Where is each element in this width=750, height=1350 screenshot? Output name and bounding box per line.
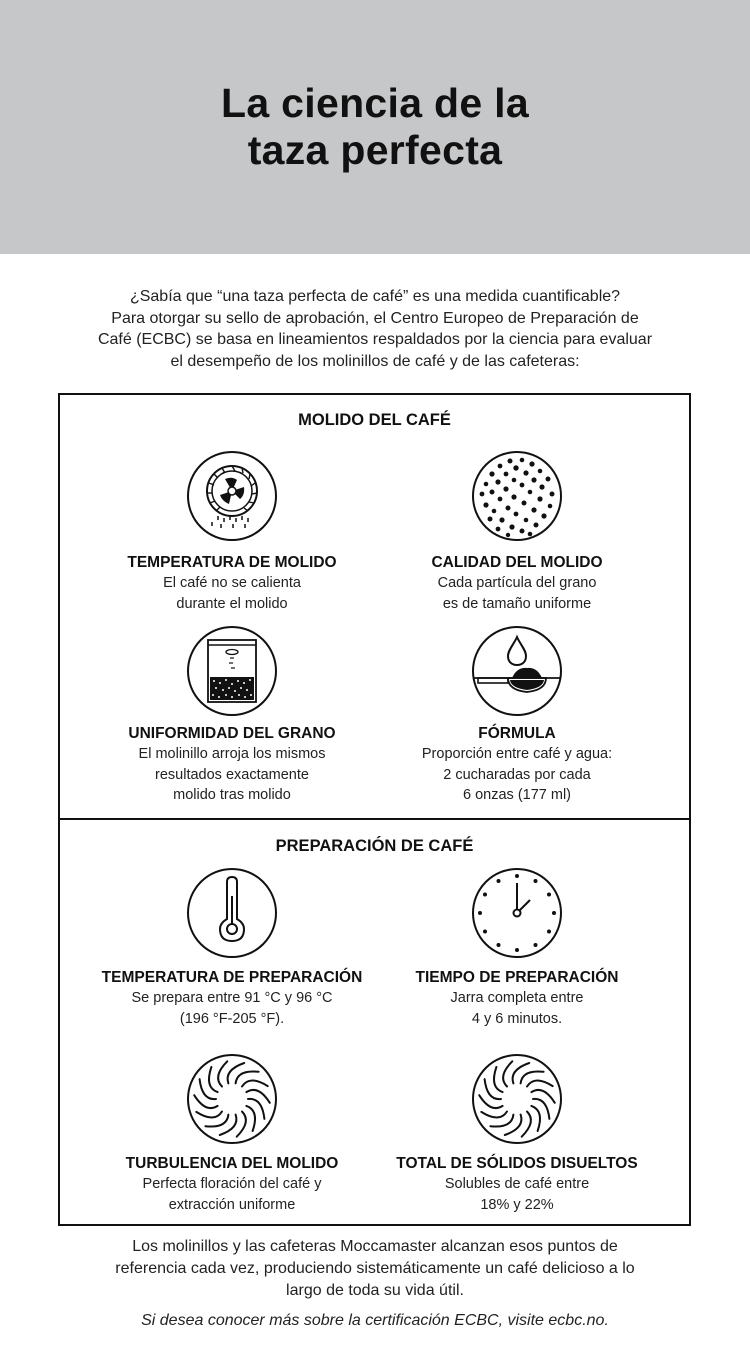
water-drop-scoop-icon — [470, 624, 564, 718]
closing-line: Los molinillos y las cafeteras Moccamaster alcanzan esos puntos de — [132, 1238, 618, 1255]
page-title-line-1: La ciencia de la — [221, 80, 529, 126]
dissolved-solids-item — [367, 1052, 667, 1215]
formula-item — [367, 624, 667, 806]
description-line: resultados exactamente — [155, 766, 309, 783]
brewing-section-title: PREPARACIÓN DE CAFÉ — [275, 837, 474, 855]
item-title: TURBULENCIA DEL MOLIDO — [125, 1155, 339, 1172]
swirl-arm — [196, 1112, 222, 1118]
item-title: TIEMPO DE PREPARACIÓN — [415, 969, 619, 986]
description-line: es de tamaño uniforme — [442, 595, 592, 612]
closing-line: referencia cada vez, produciendo sistemáticamente un café delicioso a lo — [115, 1260, 635, 1277]
description-line: Jarra completa entre — [450, 990, 584, 1006]
item-description — [367, 744, 667, 806]
item-description — [82, 744, 382, 806]
grind-temperature-item — [82, 449, 382, 614]
intro-line: ¿Sabía que “una taza perfecta de café” es una medida cuantificable? — [129, 288, 621, 305]
swirl-arm — [531, 1106, 540, 1131]
swirl-arm — [522, 1112, 531, 1137]
item-description — [367, 1174, 667, 1215]
description-line: 18% y 22% — [480, 1196, 554, 1213]
item-title: FÓRMULA — [478, 725, 556, 742]
description-line: (196 °F-205 °F). — [179, 1010, 285, 1027]
swirl-arm — [246, 1106, 255, 1131]
closing-line: largo de toda su vida útil. — [286, 1282, 464, 1299]
swirl-arm — [209, 1067, 218, 1092]
swirl-arm — [237, 1112, 246, 1137]
grind-quality-item — [367, 449, 667, 614]
item-description — [367, 988, 667, 1029]
description-line: molido tras molido — [173, 787, 291, 803]
swirl-turbulence-icon — [185, 1052, 279, 1146]
description-line: Solubles de café entre — [444, 1176, 590, 1192]
intro-paragraph — [40, 286, 710, 372]
item-description — [367, 573, 667, 614]
grind-turbulence-item — [82, 1052, 382, 1215]
item-title: TOTAL DE SÓLIDOS DISUELTOS — [396, 1155, 638, 1172]
intro-line: el desempeño de los molinillos de café y de las cafeteras: — [170, 352, 580, 370]
swirl-arm — [242, 1080, 268, 1086]
swirl-solids-icon — [470, 1052, 564, 1146]
item-description — [82, 573, 382, 614]
swirl-arm — [218, 1061, 227, 1086]
item-title: UNIFORMIDAD DEL GRANO — [128, 725, 336, 742]
description-line: 2 cucharadas por cada — [443, 766, 591, 783]
page-title — [221, 80, 529, 174]
thermometer-icon — [185, 866, 279, 960]
grinder-burr-icon — [185, 449, 279, 543]
closing-paragraph — [40, 1236, 710, 1302]
description-line: Cada partícula del grano — [437, 575, 597, 591]
intro-line: Café (ECBC) se basa en lineamientos respaldados por la ciencia para evaluar — [97, 331, 653, 348]
criteria-panel — [58, 393, 691, 1226]
description-line: El molinillo arroja los mismos — [138, 746, 326, 762]
brew-temperature-item — [82, 866, 382, 1029]
description-line: 6 onzas (177 ml) — [463, 787, 571, 803]
item-description — [82, 1174, 382, 1215]
item-description — [82, 988, 382, 1029]
description-line: Perfecta floración del café y — [142, 1176, 322, 1192]
item-title: CALIDAD DEL MOLIDO — [431, 554, 603, 571]
description-line: Se prepara entre 91 °C y 96 °C — [131, 990, 333, 1006]
brew-time-item — [367, 866, 667, 1029]
swirl-arm — [481, 1112, 507, 1118]
description-line: El café no se calienta — [163, 575, 301, 591]
swirl-arm — [503, 1061, 512, 1086]
description-line: extracción uniforme — [168, 1196, 296, 1213]
description-line: Proporción entre café y agua: — [421, 746, 613, 762]
item-title: TEMPERATURA DE PREPARACIÓN — [101, 969, 363, 986]
swirl-arm — [527, 1080, 553, 1086]
description-line: durante el molido — [176, 595, 288, 612]
description-line: 4 y 6 minutos. — [471, 1010, 563, 1027]
grinding-section-title: MOLIDO DEL CAFÉ — [298, 411, 451, 429]
intro-line: Para otorgar su sello de aprobación, el Centro Europeo de Preparación de — [111, 309, 639, 327]
grind-container-icon — [185, 624, 279, 718]
item-title: TEMPERATURA DE MOLIDO — [127, 554, 337, 571]
page-title-line-2: taza perfecta — [247, 127, 503, 173]
ground-particles-icon — [470, 449, 564, 543]
clock-icon — [470, 866, 564, 960]
swirl-arm — [494, 1067, 503, 1092]
section-divider — [60, 818, 689, 820]
grind-uniformity-item — [82, 624, 382, 806]
header-banner — [0, 0, 750, 254]
ecbc-link-text[interactable]: Si desea conocer más sobre la certificación ECBC, visite ecbc.no. — [141, 1312, 609, 1329]
